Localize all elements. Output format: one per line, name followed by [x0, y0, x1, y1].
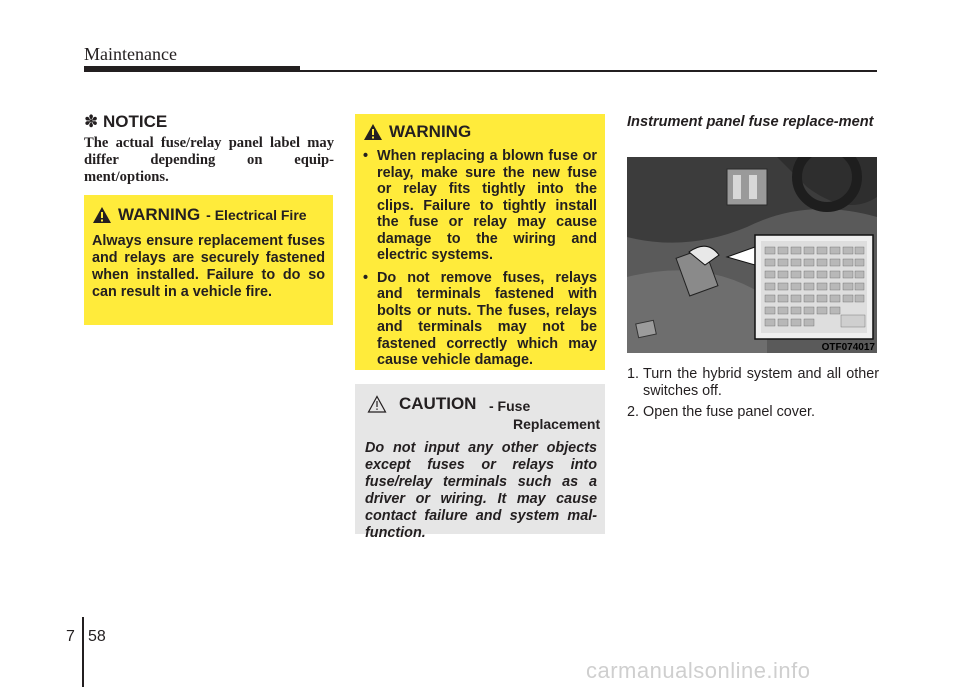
warning-item-text: When replacing a blown fuse or relay, make sure the new fuse or relay fits tightly into the clips. Failure to tightly install the fuse or relay may cause damage to the wiring and electric systems. — [377, 148, 597, 263]
step-item — [627, 404, 879, 421]
warning-fire-header — [92, 205, 325, 225]
caution-triangle-icon — [367, 395, 387, 413]
page-header-title: Maintenance — [84, 44, 177, 64]
section-heading: Instrument panel fuse replace-ment — [627, 114, 874, 130]
section-number: 7 — [66, 628, 75, 645]
warning-electrical-fire-box — [84, 195, 333, 325]
bullet-icon: • — [363, 269, 369, 286]
watermark: carmanualsonline.info — [586, 658, 811, 683]
caution-subtitle: - Fuse — [489, 398, 531, 414]
caution-header — [365, 392, 601, 432]
warning-fire-title: WARNING — [118, 205, 201, 224]
instruction-steps — [627, 366, 879, 425]
step-text: Turn the hybrid system and all other switches off. — [643, 366, 879, 399]
warning-fuse-box — [355, 114, 605, 370]
warning-triangle-icon — [92, 206, 112, 224]
page-number: 58 — [88, 628, 106, 645]
warning-fire-body: Always ensure replacement fuses and relays are securely fastened when installed. Failure to do so can result in a vehicle fire. — [92, 233, 325, 300]
fuse-panel-photo — [627, 157, 877, 353]
image-code: OTF074017 — [821, 342, 875, 353]
step-number: 1. — [627, 366, 640, 382]
warning-list-item — [363, 270, 597, 369]
header-rule — [84, 70, 877, 72]
warning-list-item — [363, 148, 597, 264]
caution-body: Do not input any other objects except fuses or relays into fuse/relay terminals such as a driver or wiring. It may cause contact failure and system mal-function. — [365, 440, 597, 541]
warning-item-text: Do not remove fuses, relays and terminals fastened with bolts or nuts. The fuses, relays and terminals may not be fastened correctly which may cause vehicle damage. — [377, 269, 597, 368]
bullet-icon: • — [363, 148, 369, 164]
step-text: Open the fuse panel cover. — [643, 404, 816, 420]
step-item — [627, 366, 879, 400]
caution-fuse-replacement-box — [355, 384, 605, 541]
warning-header — [363, 122, 597, 142]
warning-triangle-icon — [363, 123, 383, 141]
step-number: 2. — [627, 404, 640, 420]
warning-title: WARNING — [389, 122, 472, 141]
footer-divider — [82, 617, 84, 687]
warning-fire-subtitle: - Electrical Fire — [206, 207, 307, 223]
caution-title: CAUTION — [399, 394, 477, 413]
notice-body: The actual fuse/relay panel label may differ depending on equip-ment/options. — [84, 135, 334, 185]
caution-subtitle-line2: Replacement — [513, 416, 601, 432]
warning-list — [363, 148, 597, 369]
notice-title: ✽ NOTICE — [84, 112, 168, 131]
